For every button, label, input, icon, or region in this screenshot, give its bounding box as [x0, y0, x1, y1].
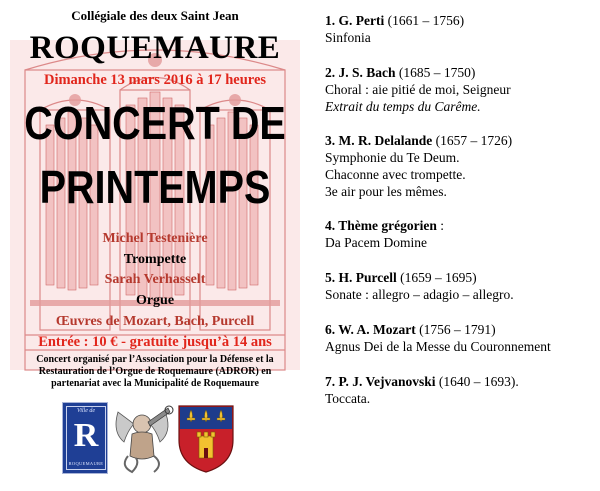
performer-instrument: Trompette: [123, 252, 187, 267]
programme-item: [325, 217, 600, 251]
programme-item: [325, 321, 600, 355]
composer-dates: (1657 – 1726): [432, 133, 513, 148]
programme-item: [325, 269, 600, 303]
programme-composer-line: [325, 12, 600, 29]
programme-composer-line: [325, 321, 600, 338]
poster-title-line-2: PRINTEMPS: [39, 161, 271, 213]
organizer-note-line: Restauration de l’Orgue de Roquemaure (ADROR) en: [38, 366, 272, 377]
works-summary: Œuvres de Mozart, Bach, Purcell: [55, 314, 255, 329]
programme-composer-line: [325, 373, 600, 390]
programme-composer-line: [325, 269, 600, 286]
logo-town: ROQUEMAURE: [68, 461, 104, 466]
roquemaure-logo: [62, 402, 108, 474]
composer-name: 1. G. Perti: [325, 13, 385, 28]
programme-work: Chaconne avec trompette.: [325, 167, 466, 182]
concert-date: Dimanche 13 mars 2016 à 17 heures: [43, 72, 267, 88]
programme-work: Toccata.: [325, 391, 371, 406]
town-name: ROQUEMAURE: [29, 30, 281, 66]
composer-dates: (1659 – 1695): [396, 270, 477, 285]
composer-dates: (1685 – 1750): [395, 65, 476, 80]
composer-dates: (1640 – 1693).: [435, 374, 519, 389]
organizer-note-line: Concert organisé par l’Association pour la Défense et la: [36, 354, 274, 365]
programme-work: Sonate : allegro – adagio – allegro.: [325, 287, 514, 302]
programme-item: [325, 12, 600, 46]
composer-name: 7. P. J. Vejvanovski: [325, 374, 436, 389]
performer-name: Sarah Verhasselt: [104, 272, 206, 287]
programme-composer-line: [325, 64, 600, 81]
poster-title-line-1: CONCERT DE: [24, 97, 286, 149]
entry-price: Entrée : 10 € - gratuite jusqu’à 14 ans: [38, 334, 272, 350]
composer-name: 6. W. A. Mozart: [325, 322, 416, 337]
logo-letter: R: [73, 417, 99, 454]
logo-caption: Ville de: [76, 408, 96, 414]
programme-composer-line: [325, 132, 600, 149]
programme-work: Sinfonia: [325, 30, 371, 45]
venue-name: Collégiale des deux Saint Jean: [71, 8, 239, 23]
programme-item: [325, 132, 600, 200]
programme-work: 3e air pour les mêmes.: [325, 184, 447, 199]
programme-item: [325, 64, 600, 115]
programme-work: Symphonie du Te Deum.: [325, 150, 460, 165]
composer-name: 5. H. Purcell: [325, 270, 397, 285]
composer-dates: :: [436, 218, 444, 233]
programme-work: Da Pacem Domine: [325, 235, 427, 250]
programme-work: Choral : aie pitié de moi, Seigneur: [325, 82, 511, 97]
composer-name: 3. M. R. Delalande: [325, 133, 433, 148]
composer-dates: (1756 – 1791): [415, 322, 496, 337]
organizer-note-line: partenariat avec la Municipalité de Roquemaure: [51, 378, 259, 389]
performer-name: Michel Testenière: [102, 231, 208, 246]
programme-work: Agnus Dei de la Messe du Couronnement: [325, 339, 551, 354]
performer-instrument: Orgue: [135, 293, 175, 308]
programme-item: [325, 373, 600, 407]
programme-work-note: Extrait du temps du Carême.: [325, 99, 481, 114]
composer-dates: (1661 – 1756): [384, 13, 465, 28]
composer-name: 4. Thème grégorien: [325, 218, 437, 233]
fleur-de-lis-shield-icon: [175, 402, 237, 474]
programme-composer-line: [325, 217, 600, 234]
angel-trumpet-icon: [110, 402, 174, 474]
composer-name: 2. J. S. Bach: [325, 65, 396, 80]
